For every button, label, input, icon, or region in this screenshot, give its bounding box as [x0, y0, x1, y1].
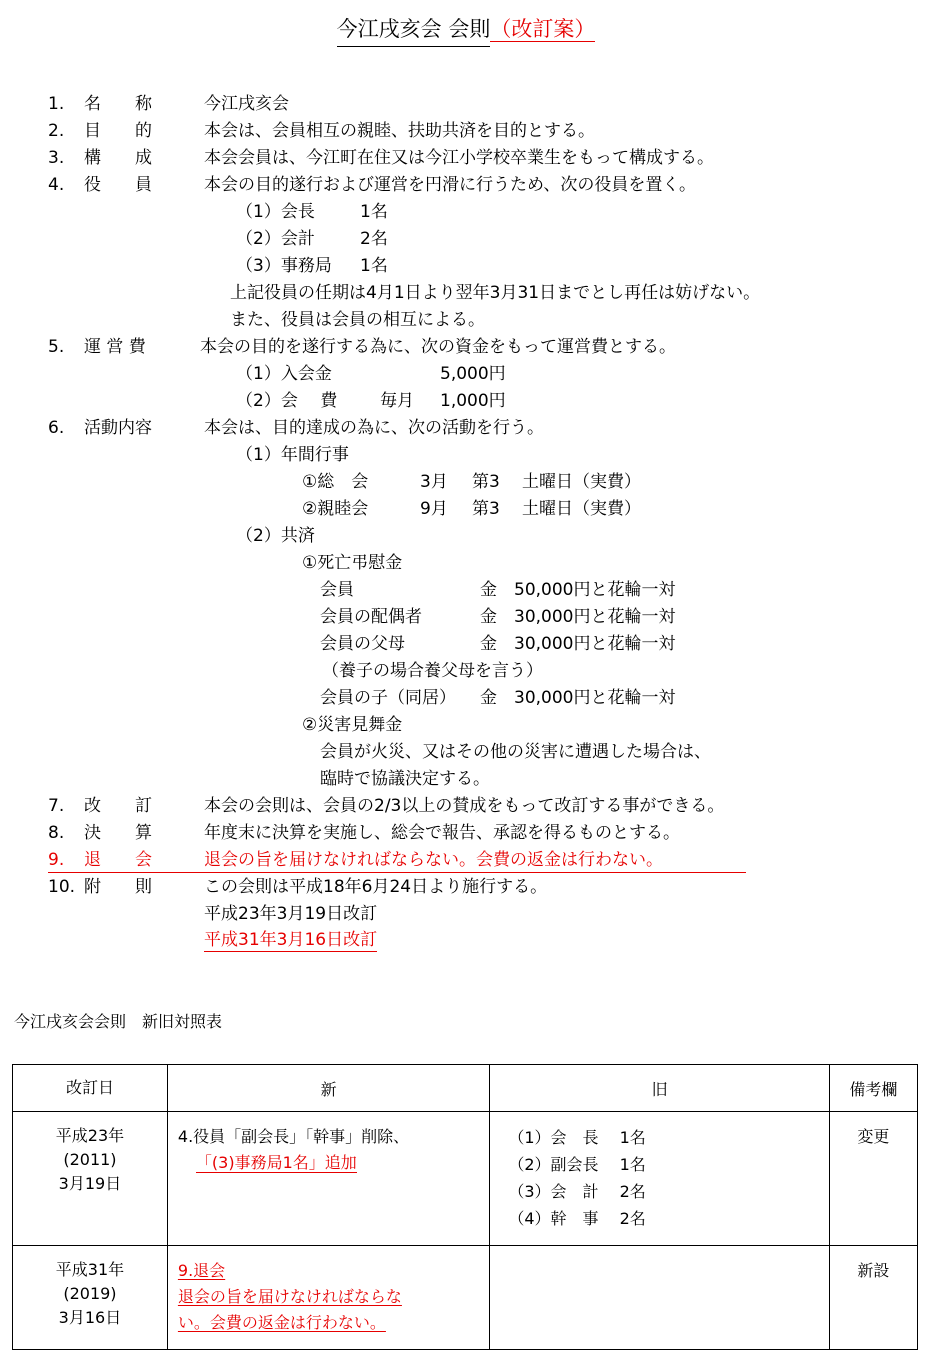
condolence-amount: 金 30,000円と花輪一対: [480, 634, 676, 654]
event-day: 土曜日（実費）: [522, 499, 641, 519]
disaster-text: 臨時で協議決定する。: [320, 769, 490, 789]
article-text: 本会の目的遂行および運営を円滑に行うため、次の役員を置く。: [204, 175, 696, 195]
article-number: 1.: [48, 94, 65, 114]
article-number: 10.: [48, 877, 76, 897]
officer-count: 1名: [360, 256, 388, 276]
article-number: 8.: [48, 823, 65, 843]
condolence-title: ①死亡弔慰金: [302, 553, 403, 573]
fee-amount: 1,000円: [440, 391, 506, 411]
new-text-added: 9.退会: [177, 1261, 226, 1280]
article-text: 今江戌亥会: [204, 94, 289, 114]
old-content-cell: [490, 1246, 829, 1350]
condolence-recipient: （養子の場合養父母を言う）: [322, 661, 543, 681]
table-caption: 今江戌亥会会則 新旧対照表: [14, 1012, 223, 1031]
new-text-added: 「(3)事務局1名」追加: [195, 1153, 357, 1172]
revision-date-new: 平成31年3月16日改訂: [204, 930, 378, 950]
activity-subtitle: （1）年間行事: [236, 445, 349, 465]
title-main: 今江戌亥会 会則: [337, 14, 491, 47]
event-name: ①総 会: [302, 472, 369, 492]
event-month: 9月: [420, 499, 448, 519]
officer-count: 2名: [360, 229, 388, 249]
column-header: 新: [167, 1065, 489, 1112]
article-text: 本会会員は、今江町在住又は今江小学校卒業生をもって構成する。: [204, 148, 714, 168]
page-title: [0, 14, 932, 47]
revision-date-cell: 平成31年 (2019) 3月16日: [13, 1246, 168, 1350]
article-text: 本会の目的を遂行する為に、次の資金をもって運営費とする。: [200, 337, 676, 357]
new-text: 4.役員「副会長」「幹事」削除、: [177, 1127, 410, 1146]
article-label: 改 訂: [84, 796, 152, 816]
old-content-cell: [490, 1112, 829, 1246]
condolence-amount: 金 50,000円と花輪一対: [480, 580, 676, 600]
comparison-table: [12, 1064, 918, 1350]
revision-date: 平成23年3月19日改訂: [204, 904, 378, 924]
event-week: 第3: [472, 499, 500, 519]
new-content-cell: [167, 1246, 489, 1350]
article-number: 5.: [48, 337, 65, 357]
fee-frequency: 毎月: [380, 391, 414, 411]
article-text: 本会は、会員相互の親睦、扶助共済を目的とする。: [204, 121, 595, 141]
article-label: 活動内容: [84, 418, 152, 438]
article-label: 退 会: [84, 850, 152, 870]
fee-amount: 5,000円: [440, 364, 506, 384]
old-item: （3）会 計 2名: [508, 1182, 646, 1201]
article-label: 運 営 費: [84, 337, 146, 357]
activity-subtitle: （2）共済: [236, 526, 315, 546]
article-label: 名 称: [84, 94, 152, 114]
event-day: 土曜日（実費）: [522, 472, 641, 492]
article-label: 役 員: [84, 175, 152, 195]
fee-label: （2）会 費: [236, 391, 338, 411]
column-header: 旧: [490, 1065, 829, 1112]
officer-note: 上記役員の任期は4月1日より翌年3月31日までとし再任は妨げない。: [230, 283, 761, 303]
table-header-row: [13, 1065, 918, 1112]
officer-item: （1）会長: [236, 202, 315, 222]
condolence-amount: 金 30,000円と花輪一対: [480, 607, 676, 627]
article-text: 本会の会則は、会員の2/3以上の賛成をもって改訂する事ができる。: [204, 796, 725, 816]
article-label: 構 成: [84, 148, 152, 168]
article-9: [48, 848, 746, 873]
article-number: 7.: [48, 796, 65, 816]
article-label: 決 算: [84, 823, 152, 843]
title-revision: （改訂案）: [490, 17, 596, 41]
article-number: 9.: [48, 850, 65, 870]
officer-item: （2）会計: [236, 229, 315, 249]
condolence-recipient: 会員: [320, 580, 354, 600]
old-item: （4）幹 事 2名: [508, 1209, 646, 1228]
event-name: ②親睦会: [302, 499, 369, 519]
note-cell: 変更: [829, 1112, 917, 1246]
table-row: [13, 1246, 918, 1350]
column-header: 改訂日: [13, 1065, 168, 1112]
article-number: 3.: [48, 148, 65, 168]
table-row: [13, 1112, 918, 1246]
fee-label: （1）入会金: [236, 364, 332, 384]
officer-note: また、役員は会員の相互による。: [230, 310, 485, 330]
article-text: 退会の旨を届けなければならない。会費の返金は行わない。: [204, 850, 663, 870]
officer-item: （3）事務局: [236, 256, 332, 276]
article-text: 本会は、目的達成の為に、次の活動を行う。: [204, 418, 544, 438]
note-cell: 新設: [829, 1246, 917, 1350]
condolence-amount: 金 30,000円と花輪一対: [480, 688, 676, 708]
disaster-title: ②災害見舞金: [302, 715, 403, 735]
article-number: 6.: [48, 418, 65, 438]
article-number: 4.: [48, 175, 65, 195]
old-item: （1）会 長 1名: [508, 1128, 646, 1147]
condolence-recipient: 会員の配偶者: [320, 607, 422, 627]
new-content-cell: [167, 1112, 489, 1246]
article-number: 2.: [48, 121, 65, 141]
disaster-text: 会員が火災、又はその他の災害に遭遇した場合は、: [320, 742, 711, 762]
event-week: 第3: [472, 472, 500, 492]
article-text: この会則は平成18年6月24日より施行する。: [204, 877, 548, 897]
new-text-added: い。会費の返金は行わない。: [177, 1313, 386, 1332]
event-month: 3月: [420, 472, 448, 492]
article-text: 年度末に決算を実施し、総会で報告、承認を得るものとする。: [204, 823, 680, 843]
article-label: 附 則: [84, 877, 152, 897]
condolence-recipient: 会員の父母: [320, 634, 405, 654]
officer-count: 1名: [360, 202, 388, 222]
revision-date-cell: 平成23年 (2011) 3月19日: [13, 1112, 168, 1246]
column-header: 備考欄: [829, 1065, 917, 1112]
article-label: 目 的: [84, 121, 152, 141]
condolence-recipient: 会員の子（同居）: [320, 688, 456, 708]
old-item: （2）副会長 1名: [508, 1155, 646, 1174]
new-text-added: 退会の旨を届けなければならな: [177, 1287, 402, 1306]
